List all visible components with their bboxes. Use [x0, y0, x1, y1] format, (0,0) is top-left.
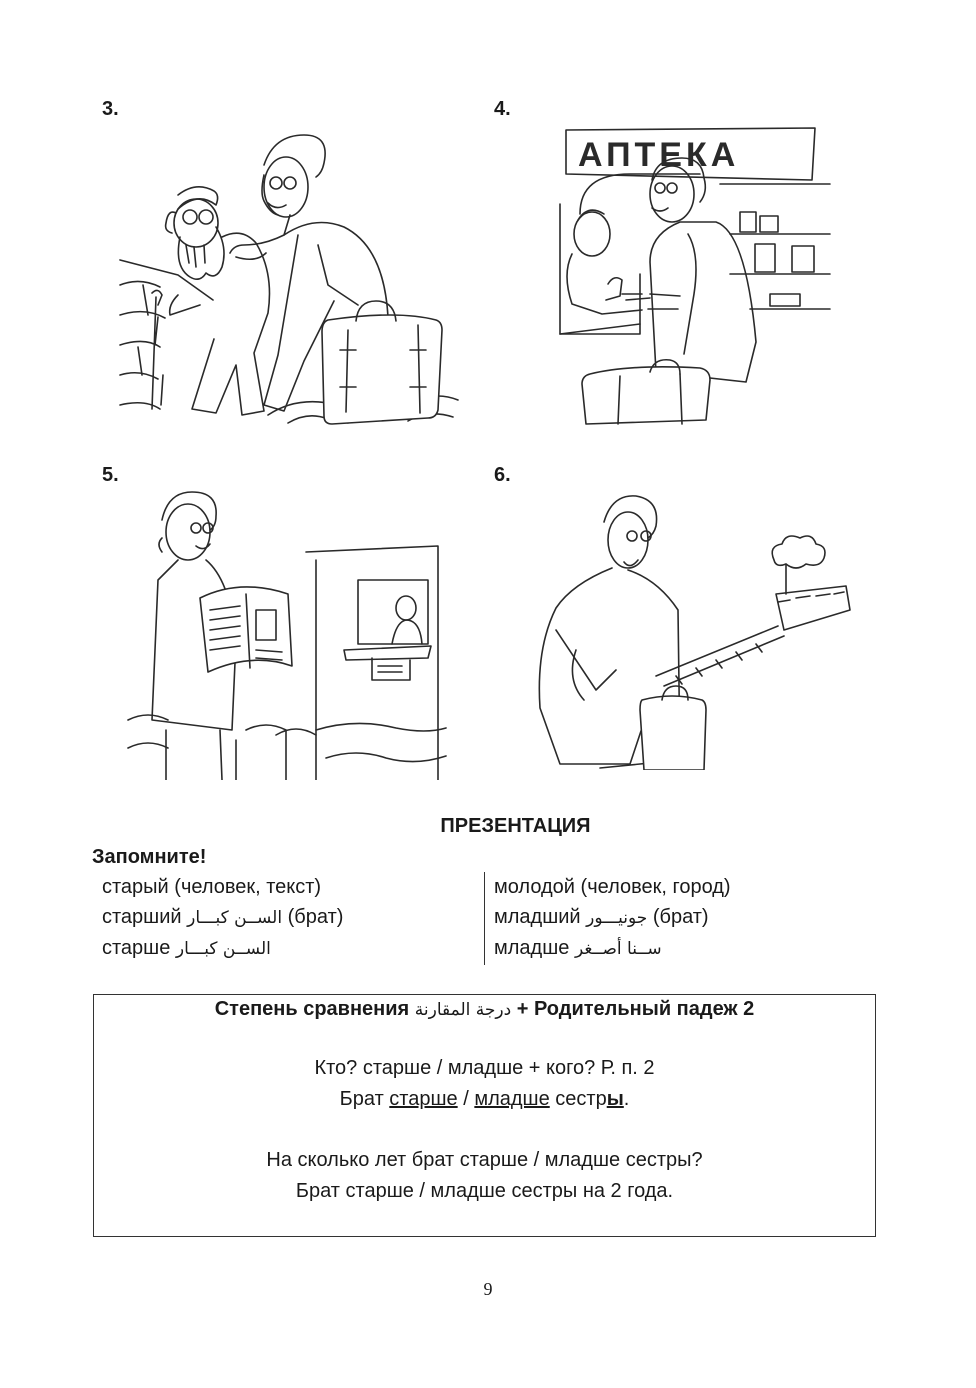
vocab-left-column	[102, 872, 343, 964]
grammar-example	[94, 1088, 875, 1111]
vocab-ru: молодой (человек, город)	[494, 876, 731, 898]
section-title: ПРЕЗЕНТАЦИЯ	[440, 815, 591, 837]
vocab-ar: جونيـــور	[586, 908, 648, 928]
grammar-heading-part2: + Родительный падеж 2	[516, 998, 755, 1020]
grammar-box	[93, 994, 876, 1237]
grammar-heading	[94, 998, 875, 1021]
vocab-ru: младший	[494, 906, 581, 928]
figure-6-number: 6.	[494, 464, 511, 486]
grammar-question: На сколько лет брат старше / младше сестры?	[266, 1149, 703, 1171]
example-period: .	[623, 1088, 630, 1110]
example-word: Брат	[339, 1088, 384, 1110]
remember-label: Запомните!	[92, 846, 207, 868]
vocab-ru: старше	[102, 937, 171, 959]
example-separator: /	[463, 1088, 469, 1110]
example-word-underlined: старше	[389, 1088, 458, 1110]
figure-3-illustration	[118, 125, 463, 425]
vocab-ar: ســنا أصــغر	[574, 939, 662, 959]
vocab-row	[102, 933, 343, 964]
page-number: 9	[483, 1279, 493, 1299]
figure-6-illustration	[516, 490, 852, 770]
vocab-row	[494, 933, 731, 964]
column-divider	[484, 872, 485, 965]
vocab-ar: الســن كبـــار	[187, 908, 283, 928]
example-word-underlined: младше	[474, 1088, 550, 1110]
vocab-right-column	[494, 872, 731, 964]
vocab-row	[494, 902, 731, 933]
figure-5-number: 5.	[102, 464, 119, 486]
vocab-suffix: (брат)	[287, 906, 344, 928]
example-word-ending: ы	[606, 1088, 624, 1110]
vocab-row	[102, 872, 343, 902]
vocab-ru: младше	[494, 937, 570, 959]
vocab-ru: старший	[102, 906, 182, 928]
figure-5-illustration	[126, 490, 448, 780]
grammar-heading-part1: Степень сравнения	[214, 998, 410, 1020]
example-word-stem: сестр	[555, 1088, 607, 1110]
figure-4-illustration	[530, 124, 835, 434]
figure-3-number: 3.	[102, 98, 119, 120]
vocab-ar: الســن كبـــار	[175, 939, 271, 959]
grammar-answer: Брат старше / младше сестры на 2 года.	[295, 1180, 674, 1202]
grammar-pattern: Кто? старше / младше + кого? Р. п. 2	[314, 1057, 655, 1079]
pharmacy-sign-text: АПТЕКА	[578, 136, 740, 174]
figure-4-number: 4.	[494, 98, 511, 120]
vocab-suffix: (брат)	[652, 906, 709, 928]
vocab-ru: старый (человек, текст)	[102, 876, 322, 898]
grammar-heading-arabic: درجة المقارنة	[414, 1000, 512, 1020]
vocab-row	[102, 902, 343, 933]
vocab-row	[494, 872, 731, 902]
